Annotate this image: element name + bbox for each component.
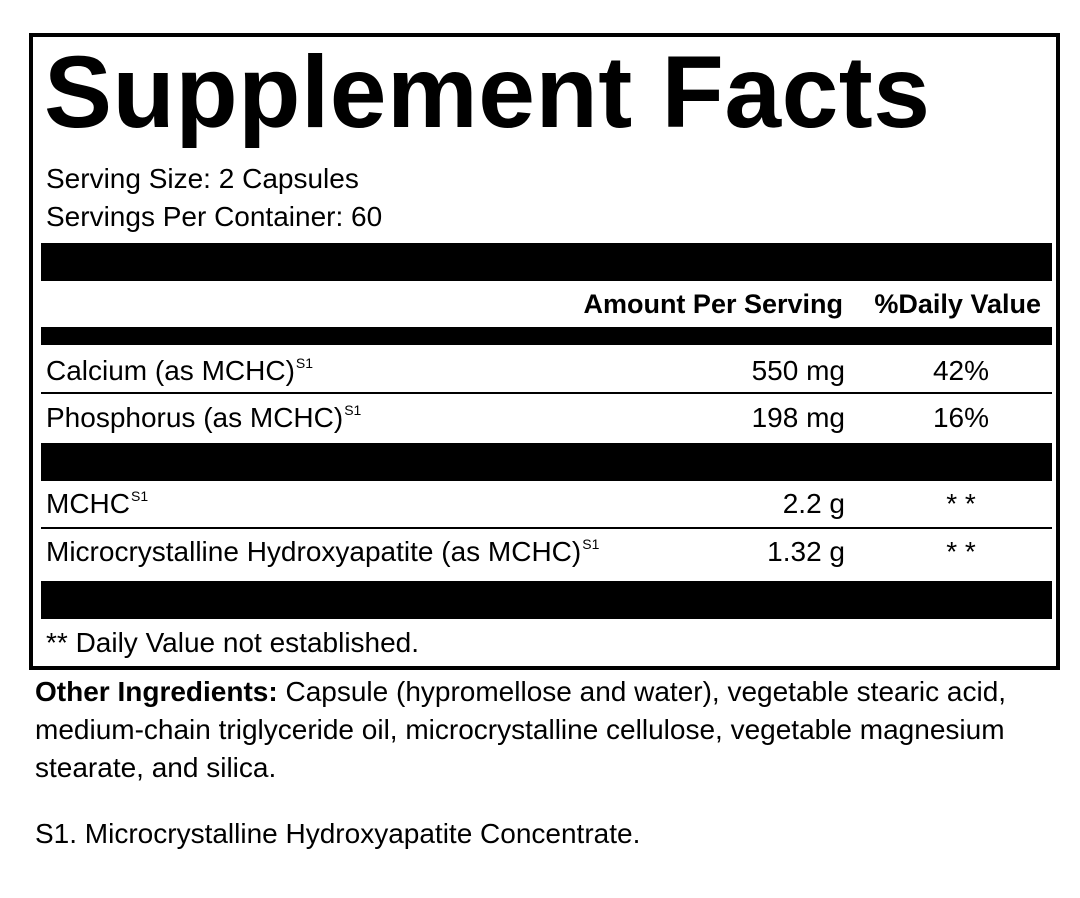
nutrient-name: Microcrystalline Hydroxyapatite (as MCHC)$^{S1}$ (46, 536, 600, 567)
nutrient-amount: 2.2 g (782, 488, 845, 519)
table-row (41, 350, 1052, 390)
nutrient-amount: 550 mg (751, 355, 845, 386)
serving-size: Serving Size: 2 Capsules (46, 163, 359, 194)
table-row (41, 397, 1052, 437)
other-ingredients-label: Other Ingredients: (35, 676, 278, 707)
panel-title: Supplement Facts (44, 35, 931, 149)
nutrient-daily-value: * * (946, 488, 976, 519)
nutrient-amount: 1.32 g (767, 536, 845, 567)
thick-divider (41, 581, 1052, 619)
nutrient-name: Calcium (as MCHC)$^{S1}$ (46, 355, 314, 386)
row-divider (41, 392, 1052, 394)
nutrient-name: $MCHC^{S1}$ (46, 488, 149, 519)
other-ingredients (35, 673, 1065, 787)
table-row (41, 531, 1052, 571)
s1-footnote: S1. Microcrystalline Hydroxyapatite Concentrate. (35, 818, 641, 849)
table-row (41, 483, 1052, 523)
header-divider (41, 327, 1052, 345)
amount-per-serving-header: Amount Per Serving (583, 289, 843, 319)
daily-value-footnote: ** Daily Value not established. (46, 627, 420, 658)
row-divider (41, 527, 1052, 529)
nutrient-daily-value: 42% (932, 355, 990, 386)
servings-per-container: Servings Per Container: 60 (46, 201, 383, 232)
nutrient-daily-value: 16% (932, 402, 990, 433)
thick-divider (41, 443, 1052, 481)
daily-value-header: %Daily Value (874, 289, 1041, 319)
nutrient-daily-value: * * (946, 536, 976, 567)
thick-divider (41, 243, 1052, 281)
other-ingredients-text: Capsule (hypromellose and water), vegetable stearic acid, medium-chain triglyceride oil, microcrystalline cellulose, vegetable magnesium stearate, and silica. (35, 676, 1007, 783)
nutrient-name: Phosphorus (as MCHC)$^{S1}$ (46, 402, 362, 433)
nutrient-amount: 198 mg (751, 402, 845, 433)
supplement-facts-panel (29, 33, 1060, 670)
